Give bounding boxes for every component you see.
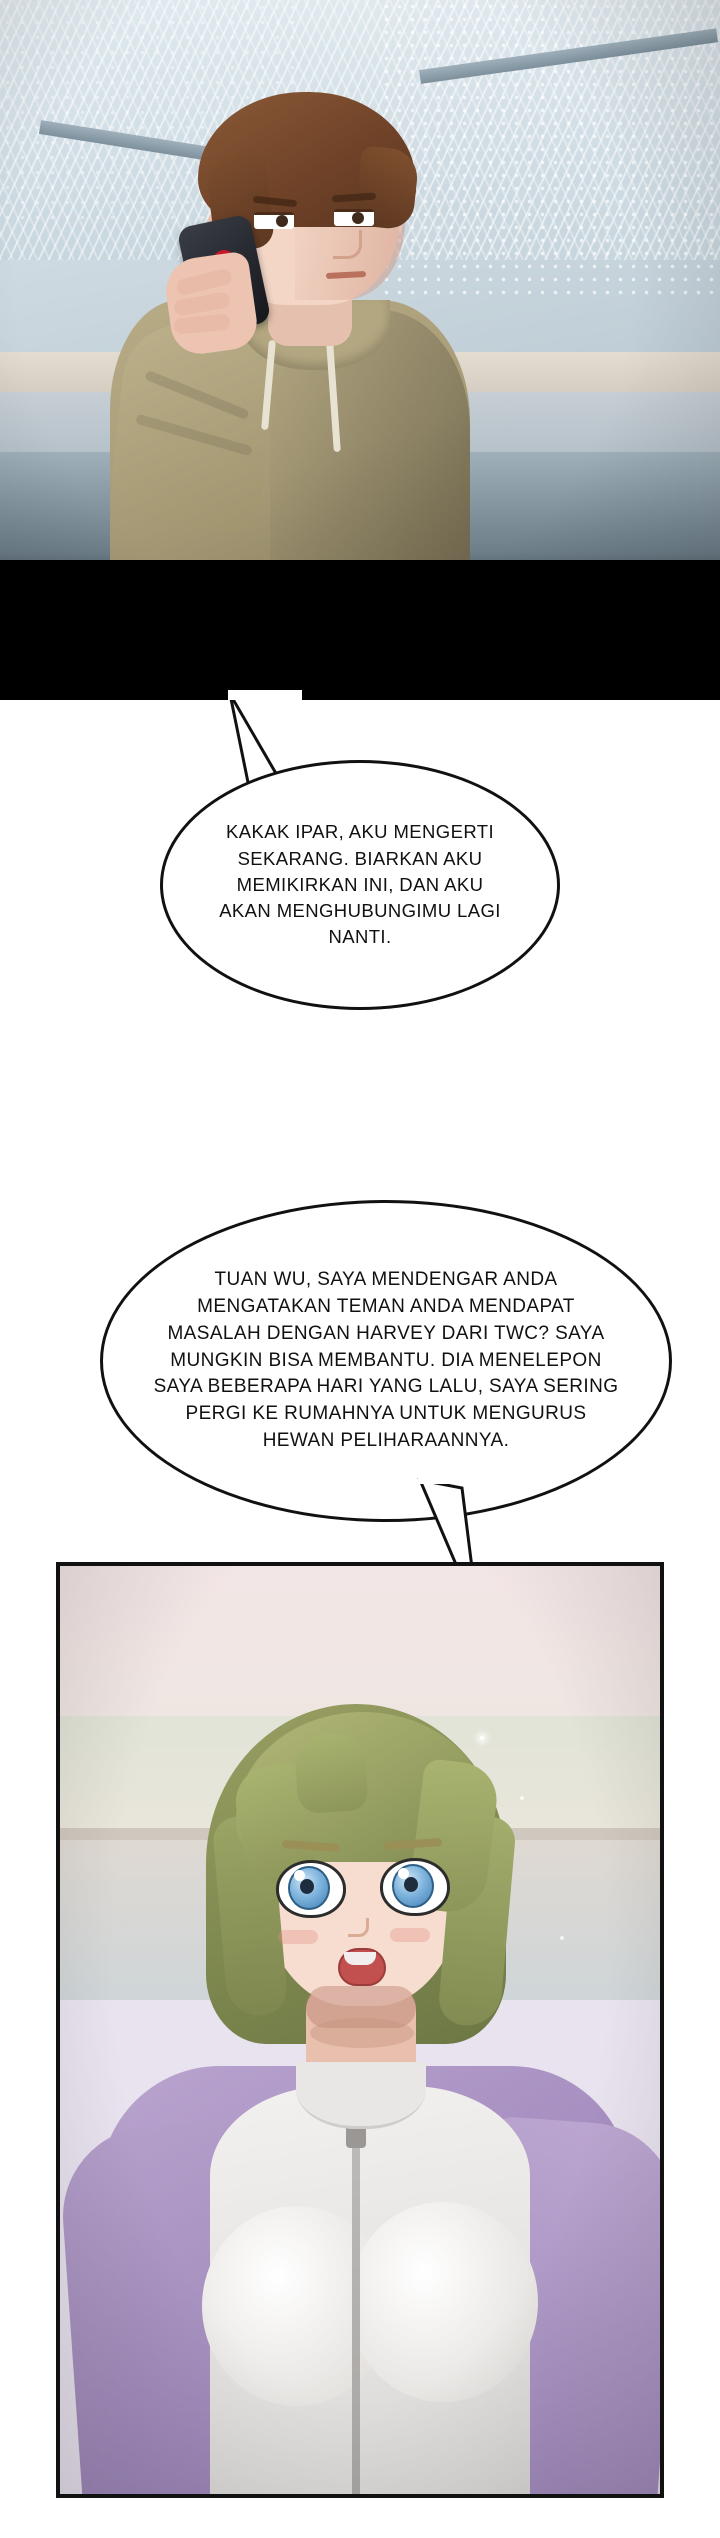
speech-bubble-man-text: KAKAK IPAR, AKU MENGERTI SEKARANG. BIARKAN AKU MEMIKIRKAN INI, DAN AKU AKAN MENGHUBUNGIMU LAGI NANTI.: [219, 821, 501, 948]
speech-bubble-woman: [100, 1200, 672, 1522]
panel-man-on-phone: [0, 0, 720, 700]
speech-bubble-man: [160, 760, 560, 1010]
panel-woman: [56, 1562, 664, 2498]
page-bottom-margin: [0, 2498, 720, 2538]
speech-bubble-woman-text: TUAN WU, SAYA MENDENGAR ANDA MENGATAKAN TEMAN ANDA MENDAPAT MASALAH DENGAN HARVEY DARI TWC? SAYA MUNGKIN BISA MEMBANTU. DIA MENELEPON SAYA BEBERAPA HARI YANG LALU, SAYA SERING PERGI KE RUMAHNYA UNTUK MENGURUS HEWAN PELIHARAANNYA.: [153, 1268, 619, 1452]
panel-vignette: [60, 1566, 660, 2494]
panel-vignette: [0, 0, 720, 700]
